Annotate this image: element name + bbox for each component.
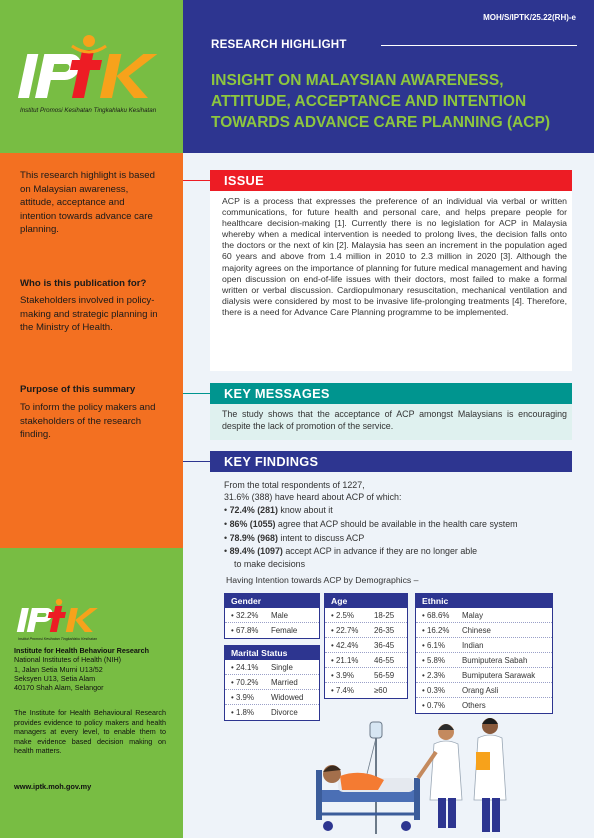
page-title: INSIGHT ON MALAYSIAN AWARENESS, ATTITUDE, ACCEPTANCE AND INTENTION TOWARDS ADVANCE CARE PLANNING (ACP) [211, 72, 550, 131]
table-row: • 21.1% 46-55 [325, 653, 407, 668]
row-category: Bumiputera Sarawak [461, 671, 536, 680]
finding-value: 72.4% (281) [229, 505, 278, 515]
sidebar-bottom-panel [0, 548, 183, 838]
findings-intro [224, 479, 564, 503]
address-line: 1, Jalan Setia Murni U13/52 [14, 664, 103, 674]
list-item: • 78.9% (968) intent to discuss ACP [224, 532, 365, 543]
iptk-logo [14, 32, 174, 122]
gender-table [224, 593, 320, 639]
row-pct: 32.2% [235, 611, 259, 620]
row-category: Married [270, 678, 298, 687]
hospital-illustration [278, 712, 518, 838]
row-pct: 70.2% [235, 678, 259, 687]
table-row: • 7.4% ≥60 [325, 683, 407, 698]
findings-intro-line: From the total respondents of 1227, [224, 480, 365, 490]
header [183, 0, 594, 153]
gender-table-title: Gender [225, 594, 319, 608]
logo-tagline: Institut Promosi Kesihatan Tingkahlaku Kesihatan [20, 107, 157, 114]
marital-table [224, 645, 320, 721]
row-pct: 0.7% [426, 701, 445, 710]
row-category: Divorce [270, 708, 298, 717]
findings-connector [183, 461, 210, 462]
row-pct: 3.9% [235, 693, 254, 702]
table-row: • 2.3% Bumiputera Sarawak [416, 668, 552, 683]
table-row: • 68.6% Malay [416, 608, 552, 623]
row-pct: 2.3% [426, 671, 445, 680]
row-pct: 6.1% [426, 641, 445, 650]
table-row: • 3.9% Widowed [225, 690, 319, 705]
row-pct: 24.1% [235, 663, 259, 672]
row-category: 56-59 [373, 671, 395, 680]
finding-text: agree that ACP should be available in the health care system [275, 518, 518, 529]
key-messages-body: The study shows that the acceptance of ACP amongst Malaysians is encouraging despite the lack of promotion of the service. [222, 409, 567, 431]
address-line: 40170 Shah Alam, Selangor [14, 683, 104, 693]
table-row: • 6.1% Indian [416, 638, 552, 653]
row-category: Female [270, 626, 298, 635]
finding-value: 86% (1055) [229, 518, 276, 529]
table-row: • 42.4% 36-45 [325, 638, 407, 653]
finding-text: accept ACP in advance if they are no longer able [282, 546, 478, 557]
findings-intro-line: 31.6% (388) have heard about ACP of which: [224, 492, 402, 502]
institute-contact [14, 646, 174, 692]
logo-tagline-small: Institut Promosi Kesihatan Tingkahlaku Kesihatan [18, 637, 98, 641]
row-category: 46-55 [373, 656, 395, 665]
key-connector [183, 393, 210, 394]
row-category: Malay [461, 611, 484, 620]
key-messages-heading: KEY MESSAGES [210, 383, 572, 404]
row-pct: 2.5% [335, 611, 354, 620]
row-category: ≥60 [373, 686, 388, 695]
age-table-title: Age [325, 594, 407, 608]
who-heading: Who is this publication for? [20, 278, 147, 289]
intention-label: Having Intention towards ACP by Demographics – [226, 575, 419, 585]
row-category: Widowed [270, 693, 304, 702]
row-pct: 16.2% [426, 626, 450, 635]
address-line: Seksyen U13, Setia Alam [14, 673, 96, 683]
address-line: National Institutes of Health (NIH) [14, 655, 122, 665]
table-row: • 2.5% 18-25 [325, 608, 407, 623]
table-row: • 5.8% Bumiputera Sabah [416, 653, 552, 668]
issue-body: ACP is a process that expresses the preference of an individual via verbal or written communications, for future health and personal care, and helps prepare people for healthcare decision-making [1]. Currently there is no legislation for ACP in Malaysia whereby when a medical intervention is needed to prolong lives, the decision falls onto the doctors or the next of kin [2]. Malaysia has seen an increment in the population aged 60 years and above from 1.4 million in 2010 to 2.3 million in 2020 [3]. Although the majority agrees on the importance of planning for future medical management and having open discussion on end-of-life issues with their doctors, most failed to make a formal written or verbal discussion. Cardiopulmonary resuscitation, mechanical ventilation and dialysis were considered by most to be invasive life-prolonging treatments [4]. Therefore, there is a need for Advance Care Planning programme to be implemented. [222, 196, 567, 317]
purpose-text: To inform the policy makers and stakeholders of the research finding. [20, 402, 156, 440]
ethnic-table [415, 593, 553, 714]
row-pct: 5.8% [426, 656, 445, 665]
table-row: • 24.1% Single [225, 660, 319, 675]
institute-description: The Institute for Health Behavioural Research provides evidence to policy makers and health managers at every level, to enable them to make evidence based decision making on health matters. [14, 708, 166, 756]
row-category: Indian [461, 641, 484, 650]
row-category: Bumiputera Sabah [461, 656, 528, 665]
finding-value: 89.4% (1097) [229, 546, 283, 557]
finding-value: 78.9% (968) [229, 532, 278, 543]
table-row: • 67.8% Female [225, 623, 319, 638]
issue-heading: ISSUE [210, 170, 572, 191]
reference-code: MOH/S/IPTK/25.22(RH)-e [483, 13, 576, 22]
header-divider [381, 45, 577, 46]
row-pct: 42.4% [335, 641, 359, 650]
list-item: • 72.4% (281) know about it [224, 505, 333, 515]
purpose-heading: Purpose of this summary [20, 384, 136, 395]
row-pct: 68.6% [426, 611, 450, 620]
sidebar-intro: This research highlight is based on Malaysian awareness, attitude, acceptance and intention towards advance care planning. [20, 170, 155, 235]
row-category: Chinese [461, 626, 491, 635]
finding-text: intent to discuss ACP [277, 532, 365, 543]
row-category: Orang Asli [461, 686, 499, 695]
table-row: • 0.7% Others [416, 698, 552, 713]
table-row: • 22.7% 26-35 [325, 623, 407, 638]
row-category: 36-45 [373, 641, 395, 650]
row-category: 26-35 [373, 626, 395, 635]
finding-text-cont: to make decisions [234, 558, 306, 569]
table-row: • 32.2% Male [225, 608, 319, 623]
institute-name: Institute for Health Behaviour Research [14, 646, 149, 655]
website-link[interactable]: www.iptk.moh.gov.my [14, 782, 92, 791]
row-pct: 7.4% [335, 686, 354, 695]
finding-text: know about it [277, 505, 333, 515]
row-pct: 22.7% [335, 626, 359, 635]
who-text: Stakeholders involved in policy-making and strategic planning in the Ministry of Health. [20, 295, 158, 333]
table-row: • 0.3% Orang Asli [416, 683, 552, 698]
row-pct: 1.8% [235, 708, 254, 717]
table-row: • 3.9% 56-59 [325, 668, 407, 683]
row-pct: 67.8% [235, 626, 259, 635]
row-category: Single [270, 663, 293, 672]
table-row: • 1.8% Divorce [225, 705, 319, 720]
findings-list [224, 504, 564, 570]
row-pct: 21.1% [335, 656, 359, 665]
key-findings-heading: KEY FINDINGS [210, 451, 572, 472]
row-category: Others [461, 701, 486, 710]
marital-table-title: Marital Status [225, 646, 319, 660]
ethnic-table-title: Ethnic [416, 594, 552, 608]
row-category: Male [270, 611, 289, 620]
age-table [324, 593, 408, 699]
row-pct: 3.9% [335, 671, 354, 680]
iptk-logo-small [14, 598, 109, 642]
table-row: • 70.2% Married [225, 675, 319, 690]
issue-connector [183, 180, 210, 181]
list-item: • 89.4% (1097) accept ACP in advance if they are no longer able to make decisions [224, 546, 478, 569]
research-highlight-label: RESEARCH HIGHLIGHT [211, 38, 347, 51]
row-pct: 0.3% [426, 686, 445, 695]
row-category: 18-25 [373, 611, 395, 620]
list-item: • 86% (1055) agree that ACP should be available in the health care system [224, 518, 518, 529]
table-row: • 16.2% Chinese [416, 623, 552, 638]
